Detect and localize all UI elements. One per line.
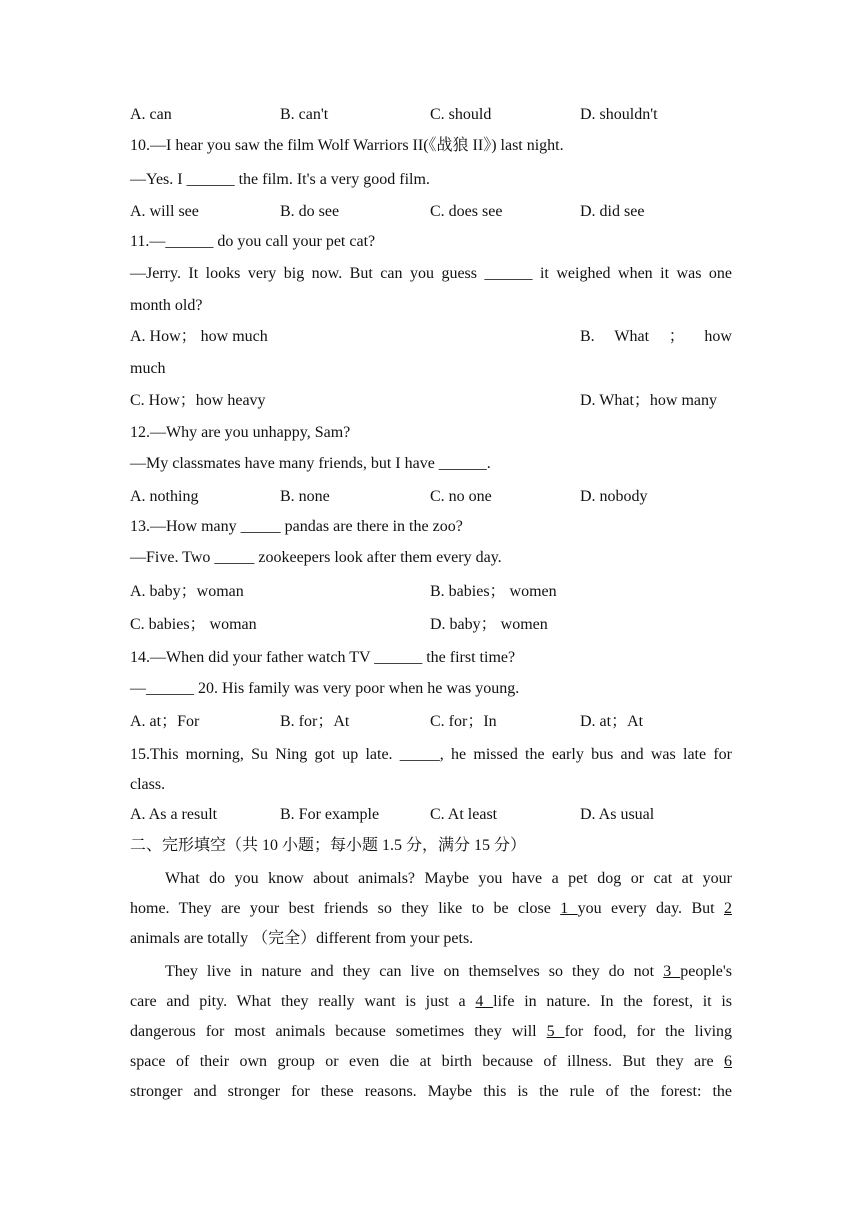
q12-options [130, 487, 732, 507]
blank-2: 2 [724, 900, 732, 917]
q14-stem: 14.—When did your father watch TV ______ the first time? [130, 649, 516, 666]
q11-option-a: A. How； how much [130, 328, 268, 345]
q10-option-d: D. did see [580, 203, 645, 220]
passage-text: space of their own group or even die at birth because of illness. But they are [130, 1053, 714, 1070]
q11-option-b-letter: B. [580, 328, 595, 345]
blank-5: 5 [546, 1023, 565, 1040]
blank-1: 1 [560, 900, 578, 917]
q14-option-a: A. at；For [130, 713, 200, 730]
q11-reply-line1: —Jerry. It looks very big now. But can you guess ______ it weighed when it was one [130, 265, 732, 282]
passage-p2-line4 [130, 1052, 732, 1072]
q12-option-c: C. no one [430, 488, 492, 505]
q11-options-ab [130, 327, 732, 347]
q13-option-c: C. babies； woman [130, 616, 257, 633]
passage-p2-line3 [130, 1022, 732, 1042]
passage-p2-line2 [130, 992, 732, 1012]
q9-option-d: D. shouldn't [580, 106, 658, 123]
passage-text: care and pity. What they really want is just a [130, 993, 466, 1010]
passage-text: home. They are your best friends so they like to be close [130, 900, 551, 917]
q12-reply: —My classmates have many friends, but I have ______. [130, 455, 491, 472]
q12-option-b: B. none [280, 488, 330, 505]
q12-stem: 12.—Why are you unhappy, Sam? [130, 424, 351, 441]
q11-option-b-word1: What [614, 328, 650, 345]
q10-option-c: C. does see [430, 203, 503, 220]
q10-reply: —Yes. I ______ the film. It's a very good film. [130, 171, 430, 188]
q15-option-a: A. As a result [130, 806, 218, 823]
q13-option-d: D. baby； women [430, 616, 548, 633]
passage-p2-line1 [165, 962, 732, 982]
q14-options [130, 712, 732, 732]
q11-reply-line2: month old? [130, 297, 203, 314]
q14-option-c: C. for；In [430, 713, 497, 730]
q15-options [130, 805, 732, 825]
q14-option-d: D. at；At [580, 713, 644, 730]
q9-option-a: A. can [130, 106, 172, 123]
q11-option-d: D. What；how many [580, 392, 718, 409]
q11-option-b-sep: ； [668, 328, 685, 345]
q11-option-b-cont: much [130, 360, 166, 377]
q11-options-cd [130, 391, 732, 411]
blank-6: 6 [724, 1053, 733, 1070]
q11-option-b [580, 327, 732, 347]
q11-stem: 11.—______ do you call your pet cat? [130, 233, 376, 250]
q13-reply: —Five. Two _____ zookeepers look after them every day. [130, 549, 502, 566]
q10-options [130, 202, 732, 222]
passage-p1-line2 [130, 899, 732, 919]
q12-option-a: A. nothing [130, 488, 199, 505]
passage-p1-line1: What do you know about animals? Maybe you have a pet dog or cat at your [165, 870, 732, 887]
q11-option-c: C. How；how heavy [130, 392, 266, 409]
q12-option-d: D. nobody [580, 488, 648, 505]
q10-stem: 10.—I hear you saw the film Wolf Warriors II(《战狼 II》) last night. [130, 137, 564, 154]
q15-option-c: C. At least [430, 806, 498, 823]
q13-options-ab [130, 582, 732, 602]
q13-options-cd [130, 615, 732, 635]
blank-3: 3 [663, 963, 681, 980]
passage-p1-line3: animals are totally （完全）different from your pets. [130, 930, 474, 947]
passage-text: for food, for the living [564, 1023, 733, 1040]
q15-line2: class. [130, 776, 166, 793]
q11-option-b-word2: how [704, 328, 732, 345]
q10-option-a: A. will see [130, 203, 199, 220]
q15-option-d: D. As usual [580, 806, 655, 823]
q14-option-b: B. for；At [280, 713, 350, 730]
q10-option-b: B. do see [280, 203, 340, 220]
q14-reply: —______ 20. His family was very poor when he was young. [130, 680, 520, 697]
passage-text: you every day. But [577, 900, 715, 917]
q9-option-c: C. should [430, 106, 492, 123]
q13-option-b: B. babies； women [430, 583, 557, 600]
q9-options [130, 105, 732, 125]
passage-text: dangerous for most animals because sometimes they will [130, 1023, 537, 1040]
passage-text: people's [680, 963, 733, 980]
q9-option-b: B. can't [280, 106, 329, 123]
q15-option-b: B. For example [280, 806, 380, 823]
q13-option-a: A. baby；woman [130, 583, 244, 600]
section-heading: 二、完形填空（共 10 小题；每小题 1.5 分，满分 15 分） [130, 837, 527, 854]
blank-4: 4 [475, 993, 494, 1010]
passage-text: life in nature. In the forest, it is [493, 993, 733, 1010]
q15-line1: 15.This morning, Su Ning got up late. _____, he missed the early bus and was late for [130, 746, 732, 763]
q13-stem: 13.—How many _____ pandas are there in the zoo? [130, 518, 463, 535]
passage-p2-line5: stronger and stronger for these reasons. Maybe this is the rule of the forest: the [130, 1083, 732, 1100]
passage-text: They live in nature and they can live on themselves so they do not [165, 963, 655, 980]
